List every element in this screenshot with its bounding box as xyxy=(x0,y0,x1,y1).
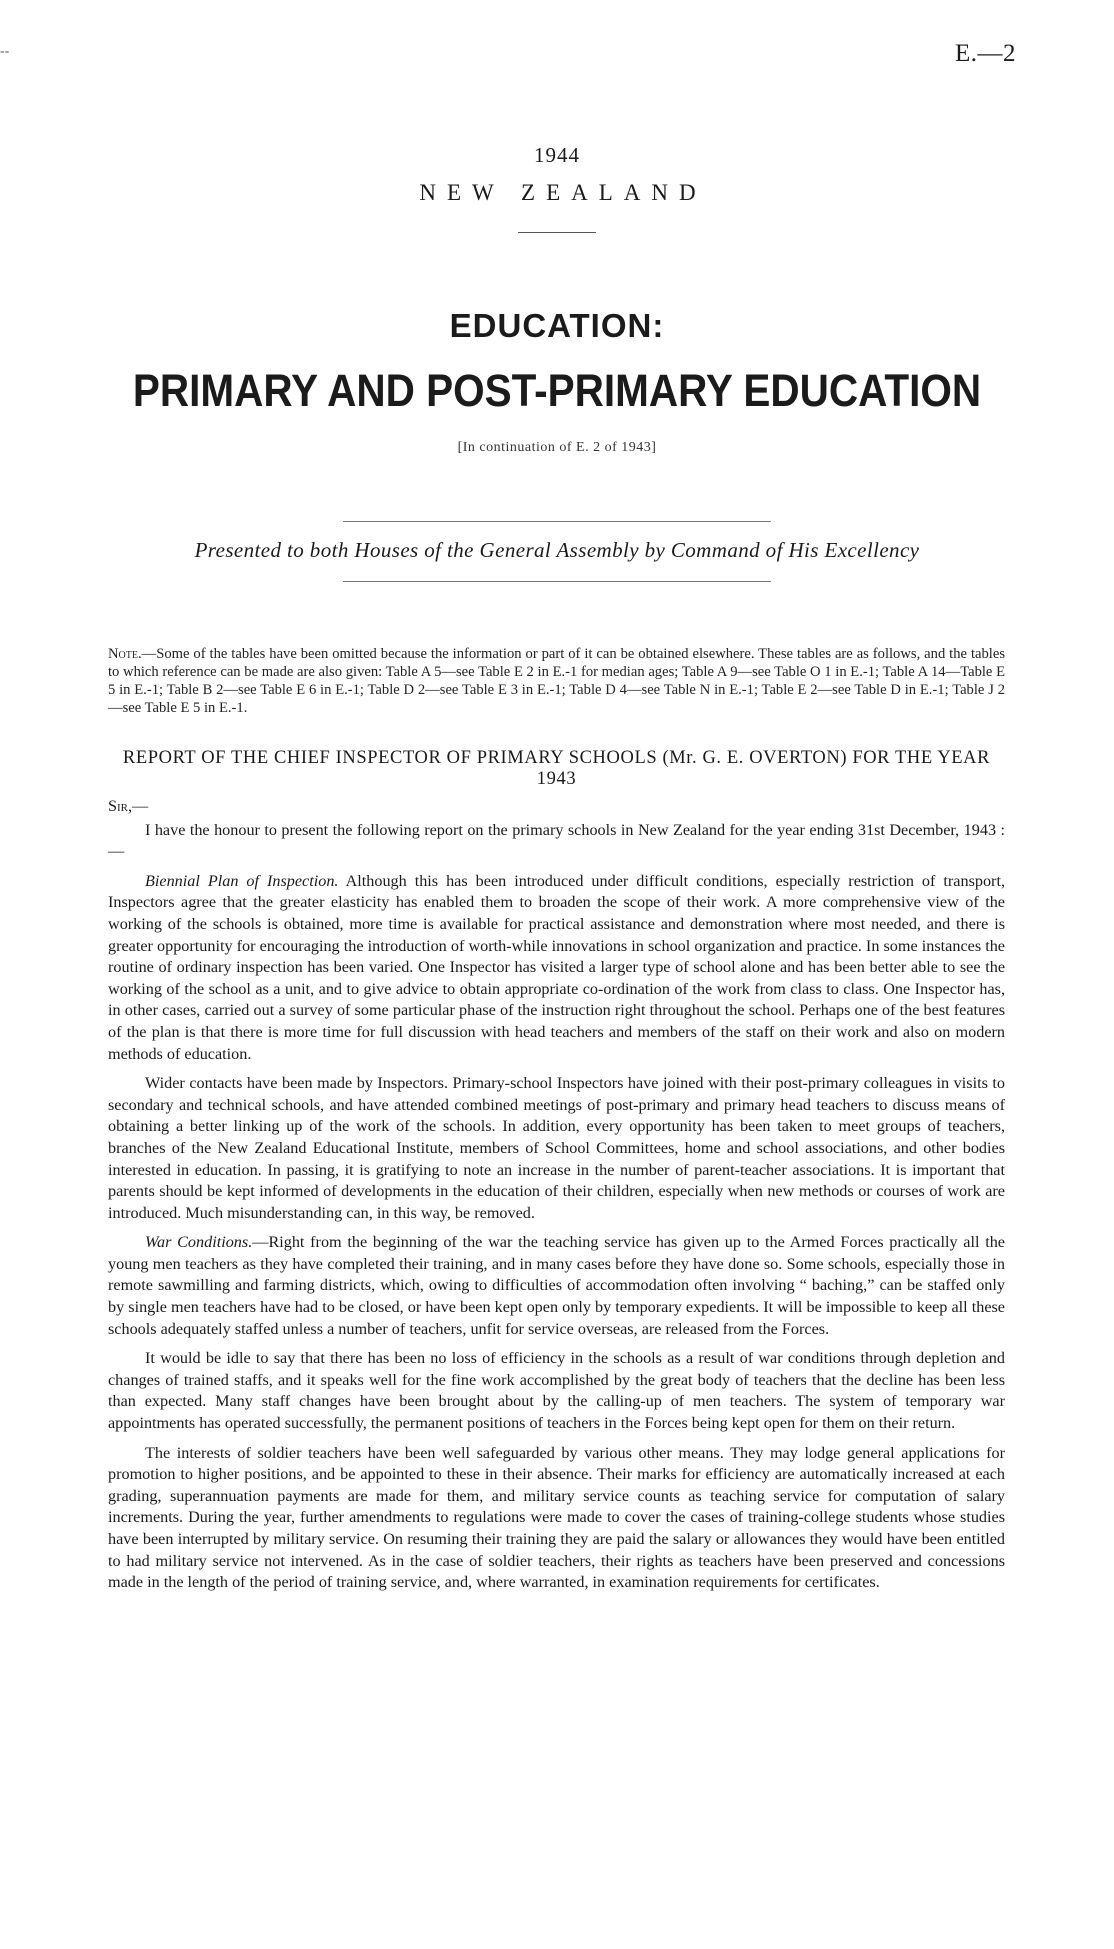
presented-rule-top xyxy=(343,521,771,522)
wider-contacts-paragraph: Wider contacts have been made by Inspectors. Primary-school Inspectors have joined with their post-primary colleagues in visits to secondary and technical schools, and have attended combined meetings of post-primary and primary head teachers to discuss means of obtaining a better linking up of the work of the schools. In addition, every opportunity has been taken to meet groups of teachers, branches of the New Zealand Educational Institute, members of School Committees, home and school associations, and other bodies interested in education. In passing, it is gratifying to note an increase in the number of parent-teacher associations. It is important that parents should be kept informed of developments in the education of their children, especially when new methods or courses of work are introduced. Much misunderstanding can, in this way, be removed. xyxy=(108,1074,1005,1222)
paragraph-text: —Right from the beginning of the war the teaching service has given up to the Armed Forces practically all the young men teachers as they have completed their training, and in many cases before they have done so. Some schools, especially those in remote sawmilling and farming districts, which, owing to difficulties of accommodation often involving “ baching,” can be staffed only by single men teachers have had to be closed, or have been kept open only by temporary expedients. It will be impossible to keep all these schools adequately staffed unless a number of teachers, unfit for service overseas, are released from the Forces. xyxy=(108,1233,1005,1338)
title-divider xyxy=(518,232,596,233)
paragraph-text: Although this has been introduced under difficult conditions, especially restriction of transport, Inspectors agree that the greater elasticity has enabled them to broaden the scope of their work. A more comprehensive view of the working of the schools is obtained, more time is available for practical assistance and demonstration where most needed, and there is greater opportunity for encouraging the introduction of worth-while innovations in school organization and practice. In some instances the routine of ordinary inspection has been varied. One Inspector has visited a larger type of school alone and has been better able to see the working of the school as a unit, and to give advice to obtain appropriate co-ordination of the work from class to class. One Inspector has, in other cases, carried out a survey of some particular phase of the instruction right throughout the school. Perhaps one of the best features of the plan is that there is more time for full discussion with head teachers and members of the staff on their work and also on modern methods of education. xyxy=(108,871,1005,1063)
presented-line: Presented to both Houses of the General Assembly by Command of His Excellency xyxy=(194,538,920,562)
efficiency-paragraph: It would be idle to say that there has been no loss of efficiency in the schools as a result of war conditions through depletion and changes of trained staffs, and it speaks well for the fine work accomplished by the great body of teachers that the decline has been less than expected. Many staff changes have been brought about by the calling-up of men teachers. The system of temporary war appointments has operated successfully, the permanent positions of teachers in the Forces being kept open for them on their return. xyxy=(108,1349,1005,1433)
sub-heading: PRIMARY AND POST-PRIMARY EDUCATION xyxy=(132,365,982,416)
publication-year: 1944 xyxy=(534,143,580,167)
soldier-teachers-paragraph: The interests of soldier teachers have been well safeguarded by various other means. They may lodge general applications for promotion to higher positions, and be appointed to these in their absence. Their marks for efficiency are automatically increased at each grading, superannuation payments are made for them, and military service counts as teaching service for computation of salary increments. During the year, further amendments to regulations were made to cover the cases of training-college students whose studies have been interrupted by military service. On resuming their training they are paid the salary or allowances they would have been entitled to had military service not intervened. As in the case of soldier teachers, their rights as teachers have been preserved and concessions made in the length of the period of training service, and, where warranted, in examination requirements for certificates. xyxy=(108,1443,1005,1592)
country-name: NEW ZEALAND xyxy=(419,180,707,205)
main-heading: EDUCATION: xyxy=(449,307,665,344)
note-label: Note. xyxy=(108,646,142,662)
report-title: REPORT OF THE CHIEF INSPECTOR OF PRIMARY SCHOOLS (Mr. G. E. OVERTON) FOR THE YEAR 1943 xyxy=(122,748,991,789)
omitted-tables-note xyxy=(108,645,1005,717)
edge-mark: -- xyxy=(0,44,10,59)
biennial-plan-paragraph xyxy=(108,871,1005,1065)
paragraph-heading: Biennial Plan of Inspection. xyxy=(145,871,339,890)
war-conditions-paragraph xyxy=(108,1232,1005,1340)
paragraph-heading: War Conditions. xyxy=(145,1233,253,1252)
note-text: —Some of the tables have been omitted because the information or part of it can be obtained elsewhere. These tables are as follows, and the tables to which reference can be made are also given: Table A 5—see Table E 2 in E.-1 for median ages; Table A 9—see Table O 1 in E.-1; Table A 14—Table E 5 in E.-1; Table B 2—see Table E 6 in E.-1; Table D 2—see Table E 3 in E.-1; Table D 4—see Table N in E.-1; Table E 2—see Table D in E.-1; Table J 2—see Table E 5 in E.-1. xyxy=(108,646,1005,716)
page-identifier: E.—2 xyxy=(954,40,1016,67)
presented-rule-bottom xyxy=(343,581,771,582)
continuation-note: [In continuation of E. 2 of 1943] xyxy=(457,440,657,455)
report-body xyxy=(108,796,1005,1602)
salutation: Sir,— xyxy=(108,797,149,815)
intro-paragraph: I have the honour to present the following report on the primary schools in New Zealand for the year ending 31st December, 1943 :— xyxy=(108,820,1005,861)
